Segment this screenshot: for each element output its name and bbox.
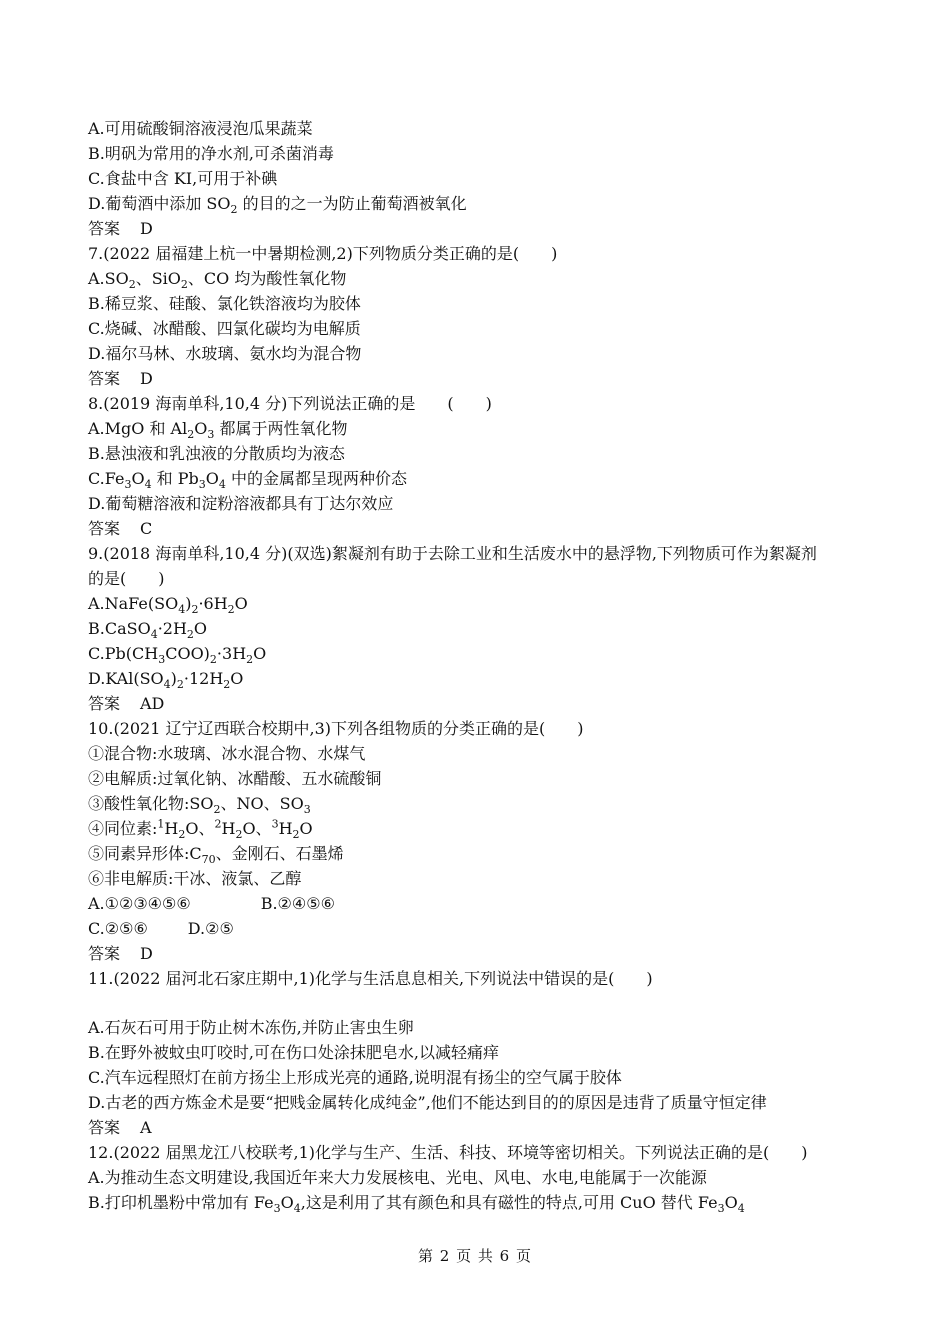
q11-option-d: D.古老的西方炼金术是要“把贱金属转化成纯金”,他们不能达到目的的原因是违背了质量守恒定律 [88,1093,767,1112]
q9-answer: 答案 AD [88,694,165,713]
q10-answer: 答案 D [88,944,153,963]
q7-option-d: D.福尔马林、水玻璃、氨水均为混合物 [88,344,362,363]
q8-option-b: B.悬浊液和乳浊液的分散质均为液态 [88,444,345,463]
q7-option-a: $A.SO_2$、SiO$_2$、CO 均为酸性氧化物 [88,269,347,292]
q11-option-b: B.在野外被蚊虫叮咬时,可在伤口处涂抹肥皂水,以减轻痛痒 [88,1043,500,1062]
q12-option-a: A.为推动生态文明建设,我国近年来大力发展核电、光电、风电、水电,电能属于一次能源 [88,1168,707,1187]
q6-answer: 答案 D [88,219,153,238]
q12-stem: 12.(2022 届黑龙江八校联考,1)化学与生产、生活、科技、环境等密切相关。下列说法正确的是( ) [88,1143,808,1162]
q11-answer: 答案 A [88,1118,152,1137]
q8-answer: 答案 C [88,519,153,538]
q11-option-c: C.汽车远程照灯在前方扬尘上形成光亮的通路,说明混有扬尘的空气属于胶体 [88,1068,622,1087]
q9-stem-line1: 9.(2018 海南单科,10,4 分)(双选)絮凝剂有助于去除工业和生活废水中的悬浮物,下列物质可作为絮凝剂 [88,544,817,563]
q11-stem: 11.(2022 届河北石家庄期中,1)化学与生活息息相关,下列说法中错误的是( ) [88,969,653,988]
q6-option-b: B.明矾为常用的净水剂,可杀菌消毒 [88,144,334,163]
q9-stem-line2: 的是( ) [88,569,165,588]
q7-stem: 7.(2022 届福建上杭一中暑期检测,2)下列物质分类正确的是( ) [88,244,558,263]
q11-blank-line [88,991,868,1015]
q10-item-2: ②电解质:过氧化钠、冰醋酸、五水硫酸铜 [88,769,382,788]
q7-option-c: C.烧碱、冰醋酸、四氯化碳均为电解质 [88,319,361,338]
q8-option-c: $C.Fe_3O_4$ 和 $Pb_3O_4$ 中的金属都呈现两种价态 [88,469,407,492]
q10-option-d: D.②⑤ [187,919,234,938]
q6-option-d: D.葡萄酒中添加 $SO_2$ 的目的之一为防止葡萄酒被氧化 [88,194,467,217]
q9-option-c: $C.Pb(CH_3COO)_2\cdot 3H_2O$ [88,644,267,667]
page-footer [0,1246,950,1266]
q10-item-5: ⑤同素异形体$:C_{70}$、金刚石、石墨烯 [88,844,344,867]
q7-option-b: B.稀豆浆、硅酸、氯化铁溶液均为胶体 [88,294,361,313]
q10-options-ab [88,891,868,916]
q9-option-a: $A.NaFe(SO_4)_2\cdot 6H_2O$ [88,594,248,617]
q8-option-d: D.葡萄糖溶液和淀粉溶液都具有丁达尔效应 [88,494,394,513]
q10-options-cd [88,916,868,941]
q8-stem: 8.(2019 海南单科,10,4 分)下列说法正确的是 ( ) [88,394,492,413]
q9-option-d: $D.KAl(SO_4)_2\cdot 12H_2O$ [88,669,244,692]
question-list [88,116,868,1215]
q7-answer: 答案 D [88,369,153,388]
q10-item-1: ①混合物:水玻璃、冰水混合物、水煤气 [88,744,366,763]
q10-item-6: ⑥非电解质:干冰、液氯、乙醇 [88,869,302,888]
q10-option-a: A.①②③④⑤⑥ [88,894,191,913]
q10-item-3: ③酸性氧化物$:SO_2$、NO、$SO_3$ [88,794,311,817]
q8-option-a: A.MgO 和 $Al_2O_3$ 都属于两性氧化物 [88,419,348,442]
q9-option-b: $B.CaSO_4\cdot 2H_2O$ [88,619,208,642]
q12-option-b: B.打印机墨粉中常加有 $Fe_3O_4$,这是利用了其有颜色和具有磁性的特点,可用 CuO 替代 $Fe_3O_4$ [88,1193,745,1216]
q6-option-c: C.食盐中含 KI,可用于补碘 [88,169,278,188]
q10-stem: 10.(2021 辽宁辽西联合校期中,3)下列各组物质的分类正确的是( ) [88,719,584,738]
q11-option-a: A.石灰石可用于防止树木冻伤,并防止害虫生卵 [88,1018,414,1037]
q10-option-b: B.②④⑤⑥ [260,894,335,913]
q6-option-a: A.可用硫酸铜溶液浸泡瓜果蔬菜 [88,119,313,138]
page-number: 第 2 页 共 6 页 [418,1247,532,1265]
q10-option-c: C.②⑤⑥ [88,919,148,938]
q10-item-4: ④同位素$:^1H_2O$、$^2H_2O$、$^3H_2O$ [88,817,313,842]
